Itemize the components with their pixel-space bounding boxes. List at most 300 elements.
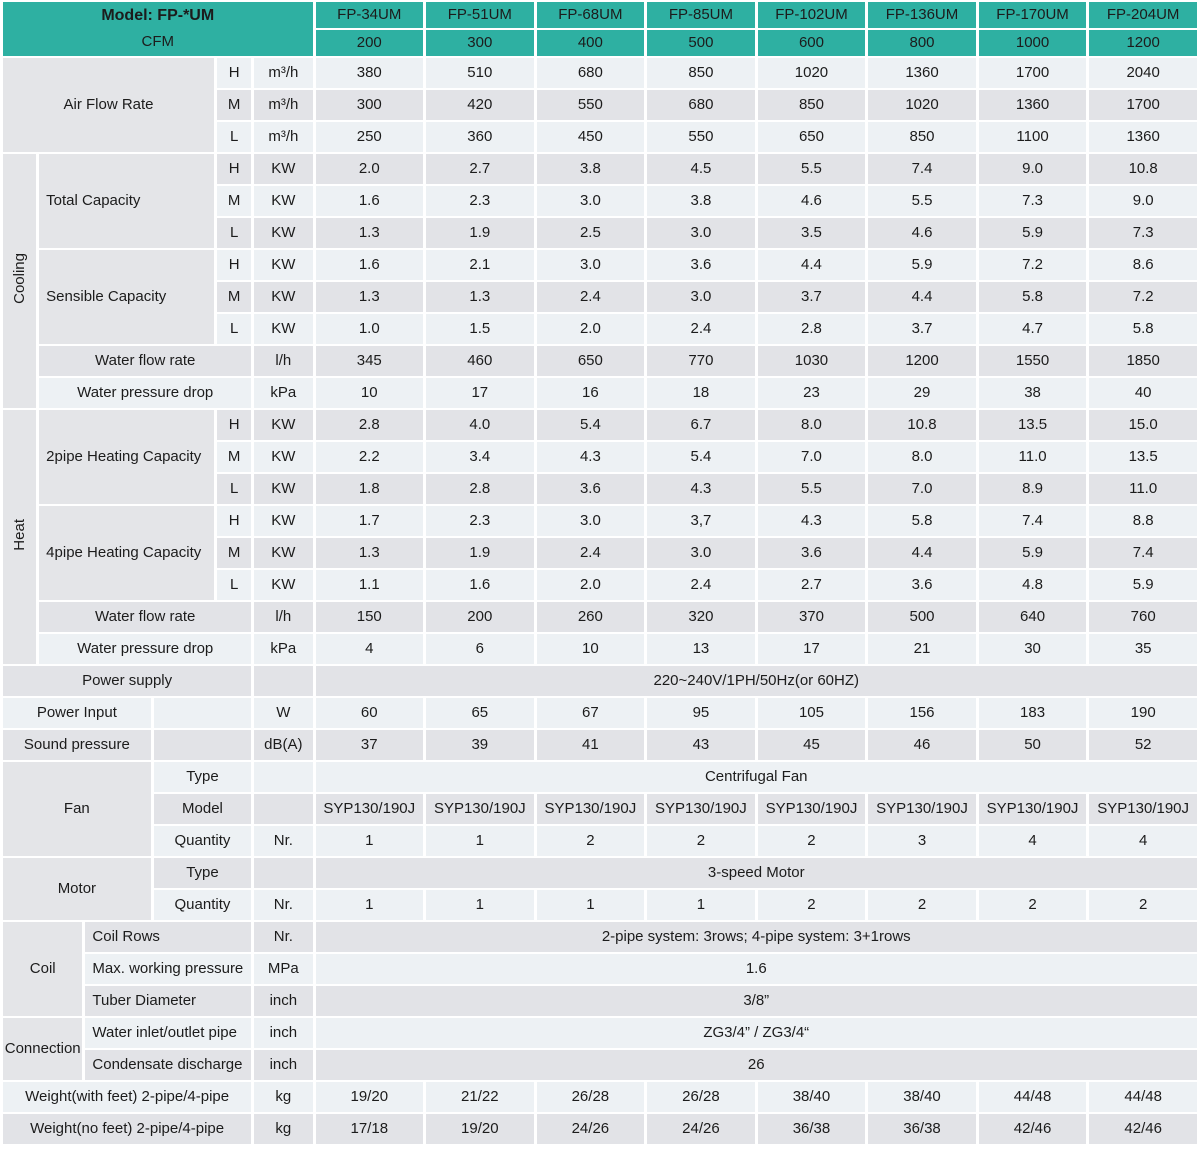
water-flow-value: 1200 — [868, 346, 976, 376]
heating-4pipe-value: 2.7 — [758, 570, 866, 600]
air-flow-value: 360 — [426, 122, 534, 152]
water-pressure-value: 40 — [1089, 378, 1197, 408]
unit-label: inch — [254, 1018, 312, 1048]
total-capacity-value: 5.9 — [979, 218, 1087, 248]
water-pressure-value: 29 — [868, 378, 976, 408]
weight-with-feet-value: 44/48 — [1089, 1082, 1197, 1112]
water-pressure-value: 16 — [537, 378, 645, 408]
motor-section-label: Motor — [3, 858, 151, 920]
heating-4pipe-value: 2.0 — [537, 570, 645, 600]
empty-cell — [254, 858, 312, 888]
air-flow-rate-label: Air Flow Rate — [3, 58, 214, 152]
power-input-value: 67 — [537, 698, 645, 728]
air-flow-value: 1020 — [758, 58, 866, 88]
water-flow-value: 460 — [426, 346, 534, 376]
table-row — [3, 346, 1197, 376]
table-row — [3, 1018, 1197, 1048]
model-column-header: FP-51UM — [426, 2, 534, 28]
empty-cell — [154, 698, 251, 728]
heating-2pipe-value: 8.0 — [868, 442, 976, 472]
air-flow-value: 1360 — [1089, 122, 1197, 152]
fan-quantity-value: 1 — [316, 826, 424, 856]
water-pressure-drop-label: Water pressure drop — [39, 634, 251, 664]
water-inlet-outlet-value: ZG3/4” / ZG3/4“ — [316, 1018, 1198, 1048]
unit-label: Nr. — [254, 890, 312, 920]
fan-quantity-value: 4 — [979, 826, 1087, 856]
total-capacity-value: 4.6 — [758, 186, 866, 216]
water-flow-value: 150 — [316, 602, 424, 632]
table-row — [3, 634, 1197, 664]
motor-quantity-value: 2 — [868, 890, 976, 920]
total-capacity-value: 7.3 — [1089, 218, 1197, 248]
unit-label: KW — [254, 186, 312, 216]
heating-2pipe-value: 8.0 — [758, 410, 866, 440]
total-capacity-value: 3.8 — [647, 186, 755, 216]
water-pressure-drop-label: Water pressure drop — [39, 378, 251, 408]
heating-4pipe-value: 3.6 — [758, 538, 866, 568]
water-flow-value: 320 — [647, 602, 755, 632]
motor-quantity-value: 1 — [647, 890, 755, 920]
heating-2pipe-value: 2.2 — [316, 442, 424, 472]
heating-4pipe-value: 7.4 — [1089, 538, 1197, 568]
speed-label: H — [217, 154, 251, 184]
unit-label: MPa — [254, 954, 312, 984]
water-pressure-value: 4 — [316, 634, 424, 664]
air-flow-value: 1360 — [868, 58, 976, 88]
unit-label: KW — [254, 218, 312, 248]
water-flow-value: 650 — [537, 346, 645, 376]
cfm-value-header: 300 — [426, 30, 534, 56]
motor-quantity-value: 1 — [426, 890, 534, 920]
speed-label: L — [217, 218, 251, 248]
total-capacity-value: 1.6 — [316, 186, 424, 216]
fan-model-value: SYP130/190J — [868, 794, 976, 824]
table-row — [3, 858, 1197, 888]
sensible-capacity-value: 1.3 — [316, 282, 424, 312]
fan-quantity-value: 1 — [426, 826, 534, 856]
cfm-value-header: 800 — [868, 30, 976, 56]
air-flow-value: 850 — [758, 90, 866, 120]
heating-4pipe-value: 1.9 — [426, 538, 534, 568]
water-pressure-value: 13 — [647, 634, 755, 664]
power-input-label: Power Input — [3, 698, 151, 728]
heating-2pipe-value: 11.0 — [979, 442, 1087, 472]
air-flow-value: 850 — [868, 122, 976, 152]
heating-2pipe-value: 5.5 — [758, 474, 866, 504]
water-pressure-value: 23 — [758, 378, 866, 408]
sensible-capacity-value: 3.0 — [537, 250, 645, 280]
heating-4pipe-value: 4.8 — [979, 570, 1087, 600]
max-working-pressure-value: 1.6 — [316, 954, 1198, 984]
sensible-capacity-value: 3.0 — [647, 282, 755, 312]
air-flow-value: 510 — [426, 58, 534, 88]
sensible-capacity-value: 7.2 — [979, 250, 1087, 280]
heating-2pipe-value: 6.7 — [647, 410, 755, 440]
water-flow-rate-label: Water flow rate — [39, 602, 251, 632]
air-flow-value: 550 — [537, 90, 645, 120]
table-row — [3, 954, 1197, 984]
unit-label: inch — [254, 1050, 312, 1080]
motor-quantity-value: 1 — [316, 890, 424, 920]
unit-label: W — [254, 698, 312, 728]
water-flow-value: 760 — [1089, 602, 1197, 632]
water-flow-rate-label: Water flow rate — [39, 346, 251, 376]
sensible-capacity-value: 5.8 — [979, 282, 1087, 312]
coil-section-label: Coil — [3, 922, 82, 1016]
heating-2pipe-value: 10.8 — [868, 410, 976, 440]
cooling-section-label-text: Cooling — [11, 253, 29, 305]
weight-with-feet-value: 26/28 — [647, 1082, 755, 1112]
sensible-capacity-value: 1.3 — [426, 282, 534, 312]
heating-2pipe-value: 7.0 — [758, 442, 866, 472]
power-supply-label: Power supply — [3, 666, 251, 696]
table-row — [3, 794, 1197, 824]
sensible-capacity-value: 3.6 — [647, 250, 755, 280]
total-capacity-value: 9.0 — [1089, 186, 1197, 216]
fan-model-value: SYP130/190J — [758, 794, 866, 824]
speed-label: M — [217, 442, 251, 472]
heating-2pipe-value: 8.9 — [979, 474, 1087, 504]
tube-diameter-label: Tuber Diameter — [85, 986, 251, 1016]
cfm-value-header: 1200 — [1089, 30, 1197, 56]
heating-2pipe-value: 5.4 — [537, 410, 645, 440]
total-capacity-label: Total Capacity — [39, 154, 214, 248]
weight-no-feet-value: 36/38 — [868, 1114, 976, 1144]
model-column-header: FP-170UM — [979, 2, 1087, 28]
air-flow-value: 1700 — [979, 58, 1087, 88]
weight-no-feet-value: 42/46 — [979, 1114, 1087, 1144]
heating-2pipe-value: 15.0 — [1089, 410, 1197, 440]
speed-label: M — [217, 282, 251, 312]
model-column-header: FP-34UM — [316, 2, 424, 28]
table-row — [3, 730, 1197, 760]
water-flow-value: 200 — [426, 602, 534, 632]
heating-4pipe-value: 5.8 — [868, 506, 976, 536]
air-flow-value: 1100 — [979, 122, 1087, 152]
heating-2pipe-value: 7.0 — [868, 474, 976, 504]
unit-label: KW — [254, 250, 312, 280]
fan-quantity-value: 2 — [758, 826, 866, 856]
air-flow-value: 680 — [537, 58, 645, 88]
total-capacity-value: 3.5 — [758, 218, 866, 248]
weight-with-feet-value: 21/22 — [426, 1082, 534, 1112]
air-flow-value: 680 — [647, 90, 755, 120]
sensible-capacity-label: Sensible Capacity — [39, 250, 214, 344]
speed-label: H — [217, 410, 251, 440]
cooling-section-label — [3, 154, 36, 408]
cfm-value-header: 1000 — [979, 30, 1087, 56]
fan-model-value: SYP130/190J — [1089, 794, 1197, 824]
max-working-pressure-label: Max. working pressure — [85, 954, 251, 984]
air-flow-value: 1700 — [1089, 90, 1197, 120]
unit-label: KW — [254, 314, 312, 344]
heating-4pipe-value: 3.0 — [647, 538, 755, 568]
table-row — [3, 826, 1197, 856]
fan-model-value: SYP130/190J — [537, 794, 645, 824]
motor-type-label: Type — [154, 858, 251, 888]
unit-label: inch — [254, 986, 312, 1016]
sensible-capacity-value: 4.4 — [758, 250, 866, 280]
unit-label: KW — [254, 282, 312, 312]
air-flow-value: 300 — [316, 90, 424, 120]
model-column-header: FP-136UM — [868, 2, 976, 28]
sensible-capacity-value: 2.1 — [426, 250, 534, 280]
fan-quantity-value: 2 — [647, 826, 755, 856]
table-row — [3, 762, 1197, 792]
unit-label: l/h — [254, 602, 312, 632]
unit-label: KW — [254, 410, 312, 440]
weight-no-feet-value: 19/20 — [426, 1114, 534, 1144]
model-column-header: FP-68UM — [537, 2, 645, 28]
water-pressure-value: 38 — [979, 378, 1087, 408]
speed-label: H — [217, 506, 251, 536]
table-row — [3, 58, 1197, 88]
unit-label: KW — [254, 538, 312, 568]
total-capacity-value: 3.0 — [647, 218, 755, 248]
table-row — [3, 922, 1197, 952]
heating-2pipe-value: 13.5 — [979, 410, 1087, 440]
heating-2pipe-value: 2.8 — [316, 410, 424, 440]
table-row — [3, 506, 1197, 536]
motor-quantity-value: 2 — [758, 890, 866, 920]
air-flow-value: 550 — [647, 122, 755, 152]
water-flow-value: 500 — [868, 602, 976, 632]
speed-label: H — [217, 58, 251, 88]
heating-4pipe-value: 2.3 — [426, 506, 534, 536]
water-flow-value: 1850 — [1089, 346, 1197, 376]
speed-label: L — [217, 474, 251, 504]
heating-2pipe-label: 2pipe Heating Capacity — [39, 410, 214, 504]
power-input-value: 156 — [868, 698, 976, 728]
unit-label: kg — [254, 1114, 312, 1144]
sensible-capacity-value: 1.6 — [316, 250, 424, 280]
fan-model-value: SYP130/190J — [647, 794, 755, 824]
sound-pressure-value: 41 — [537, 730, 645, 760]
sensible-capacity-value: 8.6 — [1089, 250, 1197, 280]
table-row — [3, 698, 1197, 728]
heating-4pipe-value: 5.9 — [979, 538, 1087, 568]
table-row — [3, 250, 1197, 280]
sensible-capacity-value: 7.2 — [1089, 282, 1197, 312]
table-row — [3, 1114, 1197, 1144]
heating-2pipe-value: 1.8 — [316, 474, 424, 504]
table-row — [3, 986, 1197, 1016]
table-row — [3, 378, 1197, 408]
fan-quantity-value: 3 — [868, 826, 976, 856]
unit-label: m³/h — [254, 90, 312, 120]
table-row — [3, 154, 1197, 184]
power-input-value: 65 — [426, 698, 534, 728]
weight-with-feet-value: 19/20 — [316, 1082, 424, 1112]
motor-quantity-value: 1 — [537, 890, 645, 920]
sound-pressure-value: 39 — [426, 730, 534, 760]
heating-4pipe-value: 3.0 — [537, 506, 645, 536]
total-capacity-value: 2.0 — [316, 154, 424, 184]
heating-4pipe-value: 3.6 — [868, 570, 976, 600]
heat-section-label — [3, 410, 36, 664]
sound-pressure-value: 43 — [647, 730, 755, 760]
air-flow-value: 850 — [647, 58, 755, 88]
empty-cell — [254, 794, 312, 824]
power-input-value: 190 — [1089, 698, 1197, 728]
heating-4pipe-value: 4.3 — [758, 506, 866, 536]
sound-pressure-value: 45 — [758, 730, 866, 760]
fan-section-label: Fan — [3, 762, 151, 856]
empty-cell — [254, 666, 312, 696]
condensate-discharge-label: Condensate discharge — [85, 1050, 251, 1080]
fan-type-value: Centrifugal Fan — [316, 762, 1198, 792]
total-capacity-value: 7.4 — [868, 154, 976, 184]
sensible-capacity-value: 4.4 — [868, 282, 976, 312]
heating-4pipe-value: 1.1 — [316, 570, 424, 600]
unit-label: kPa — [254, 378, 312, 408]
table-row — [3, 1050, 1197, 1080]
air-flow-value: 650 — [758, 122, 866, 152]
model-column-header: FP-102UM — [758, 2, 866, 28]
sensible-capacity-value: 2.8 — [758, 314, 866, 344]
weight-no-feet-value: 36/38 — [758, 1114, 866, 1144]
air-flow-value: 1020 — [868, 90, 976, 120]
cfm-value-header: 500 — [647, 30, 755, 56]
unit-label: Nr. — [254, 826, 312, 856]
sensible-capacity-value: 3.7 — [868, 314, 976, 344]
motor-quantity-value: 2 — [1089, 890, 1197, 920]
spec-table-body — [3, 2, 1197, 1144]
power-input-value: 105 — [758, 698, 866, 728]
total-capacity-value: 5.5 — [868, 186, 976, 216]
model-header-label: Model: FP-*UM — [101, 6, 215, 24]
total-capacity-value: 2.7 — [426, 154, 534, 184]
empty-cell — [154, 730, 251, 760]
heating-2pipe-value: 11.0 — [1089, 474, 1197, 504]
fan-quantity-value: 2 — [537, 826, 645, 856]
heating-2pipe-value: 3.6 — [537, 474, 645, 504]
water-pressure-value: 10 — [537, 634, 645, 664]
sound-pressure-value: 46 — [868, 730, 976, 760]
total-capacity-value: 9.0 — [979, 154, 1087, 184]
empty-cell — [254, 762, 312, 792]
model-cfm-header-cell — [3, 2, 313, 56]
heating-2pipe-value: 2.8 — [426, 474, 534, 504]
weight-no-feet-value: 17/18 — [316, 1114, 424, 1144]
fan-model-value: SYP130/190J — [979, 794, 1087, 824]
sensible-capacity-value: 5.8 — [1089, 314, 1197, 344]
speed-label: M — [217, 90, 251, 120]
speed-label: L — [217, 122, 251, 152]
table-row — [3, 1082, 1197, 1112]
unit-label: kg — [254, 1082, 312, 1112]
speed-label: L — [217, 314, 251, 344]
unit-label: KW — [254, 442, 312, 472]
total-capacity-value: 2.3 — [426, 186, 534, 216]
sensible-capacity-value: 5.9 — [868, 250, 976, 280]
speed-label: M — [217, 538, 251, 568]
heating-2pipe-value: 4.0 — [426, 410, 534, 440]
heating-2pipe-value: 4.3 — [537, 442, 645, 472]
weight-with-feet-value: 44/48 — [979, 1082, 1087, 1112]
sound-pressure-value: 50 — [979, 730, 1087, 760]
motor-type-value: 3-speed Motor — [316, 858, 1198, 888]
sensible-capacity-value: 2.0 — [537, 314, 645, 344]
model-column-header: FP-85UM — [647, 2, 755, 28]
heating-2pipe-value: 13.5 — [1089, 442, 1197, 472]
water-flow-value: 1030 — [758, 346, 866, 376]
speed-label: L — [217, 570, 251, 600]
water-pressure-value: 17 — [426, 378, 534, 408]
total-capacity-value: 1.3 — [316, 218, 424, 248]
unit-label: dB(A) — [254, 730, 312, 760]
heating-4pipe-value: 4.4 — [868, 538, 976, 568]
water-flow-value: 345 — [316, 346, 424, 376]
water-flow-value: 370 — [758, 602, 866, 632]
total-capacity-value: 1.9 — [426, 218, 534, 248]
speed-label: M — [217, 186, 251, 216]
unit-label: KW — [254, 570, 312, 600]
model-header-row — [3, 2, 1197, 28]
total-capacity-value: 2.5 — [537, 218, 645, 248]
sensible-capacity-value: 4.7 — [979, 314, 1087, 344]
fan-quantity-value: 4 — [1089, 826, 1197, 856]
cfm-value-header: 400 — [537, 30, 645, 56]
heating-4pipe-value: 2.4 — [647, 570, 755, 600]
unit-label: KW — [254, 474, 312, 504]
weight-with-feet-value: 26/28 — [537, 1082, 645, 1112]
water-pressure-value: 18 — [647, 378, 755, 408]
heating-4pipe-value: 3,7 — [647, 506, 755, 536]
weight-with-feet-label: Weight(with feet) 2-pipe/4-pipe — [3, 1082, 251, 1112]
fan-model-value: SYP130/190J — [316, 794, 424, 824]
heating-4pipe-label: 4pipe Heating Capacity — [39, 506, 214, 600]
heating-2pipe-value: 5.4 — [647, 442, 755, 472]
table-row — [3, 410, 1197, 440]
heating-4pipe-value: 7.4 — [979, 506, 1087, 536]
weight-with-feet-value: 38/40 — [758, 1082, 866, 1112]
power-input-value: 60 — [316, 698, 424, 728]
heating-4pipe-value: 1.7 — [316, 506, 424, 536]
tube-diameter-value: 3/8” — [316, 986, 1198, 1016]
power-supply-value: 220~240V/1PH/50Hz(or 60HZ) — [316, 666, 1198, 696]
water-flow-value: 770 — [647, 346, 755, 376]
unit-label: KW — [254, 154, 312, 184]
sensible-capacity-value: 3.7 — [758, 282, 866, 312]
water-flow-value: 1550 — [979, 346, 1087, 376]
total-capacity-value: 4.5 — [647, 154, 755, 184]
air-flow-value: 1360 — [979, 90, 1087, 120]
connection-section-label: Connection — [3, 1018, 82, 1080]
table-row — [3, 602, 1197, 632]
heating-4pipe-value: 1.3 — [316, 538, 424, 568]
heating-4pipe-value: 2.4 — [537, 538, 645, 568]
unit-label: KW — [254, 506, 312, 536]
water-inlet-outlet-label: Water inlet/outlet pipe — [85, 1018, 251, 1048]
cfm-value-header: 600 — [758, 30, 866, 56]
heating-2pipe-value: 3.4 — [426, 442, 534, 472]
power-input-value: 183 — [979, 698, 1087, 728]
table-row — [3, 890, 1197, 920]
unit-label: Nr. — [254, 922, 312, 952]
cfm-header-label: CFM — [141, 33, 174, 51]
sensible-capacity-value: 1.5 — [426, 314, 534, 344]
heat-section-label-text: Heat — [11, 518, 29, 551]
heating-4pipe-value: 1.6 — [426, 570, 534, 600]
unit-label: kPa — [254, 634, 312, 664]
sensible-capacity-value: 1.0 — [316, 314, 424, 344]
water-pressure-value: 21 — [868, 634, 976, 664]
water-pressure-value: 17 — [758, 634, 866, 664]
heating-4pipe-value: 5.9 — [1089, 570, 1197, 600]
sensible-capacity-value: 2.4 — [537, 282, 645, 312]
air-flow-value: 250 — [316, 122, 424, 152]
